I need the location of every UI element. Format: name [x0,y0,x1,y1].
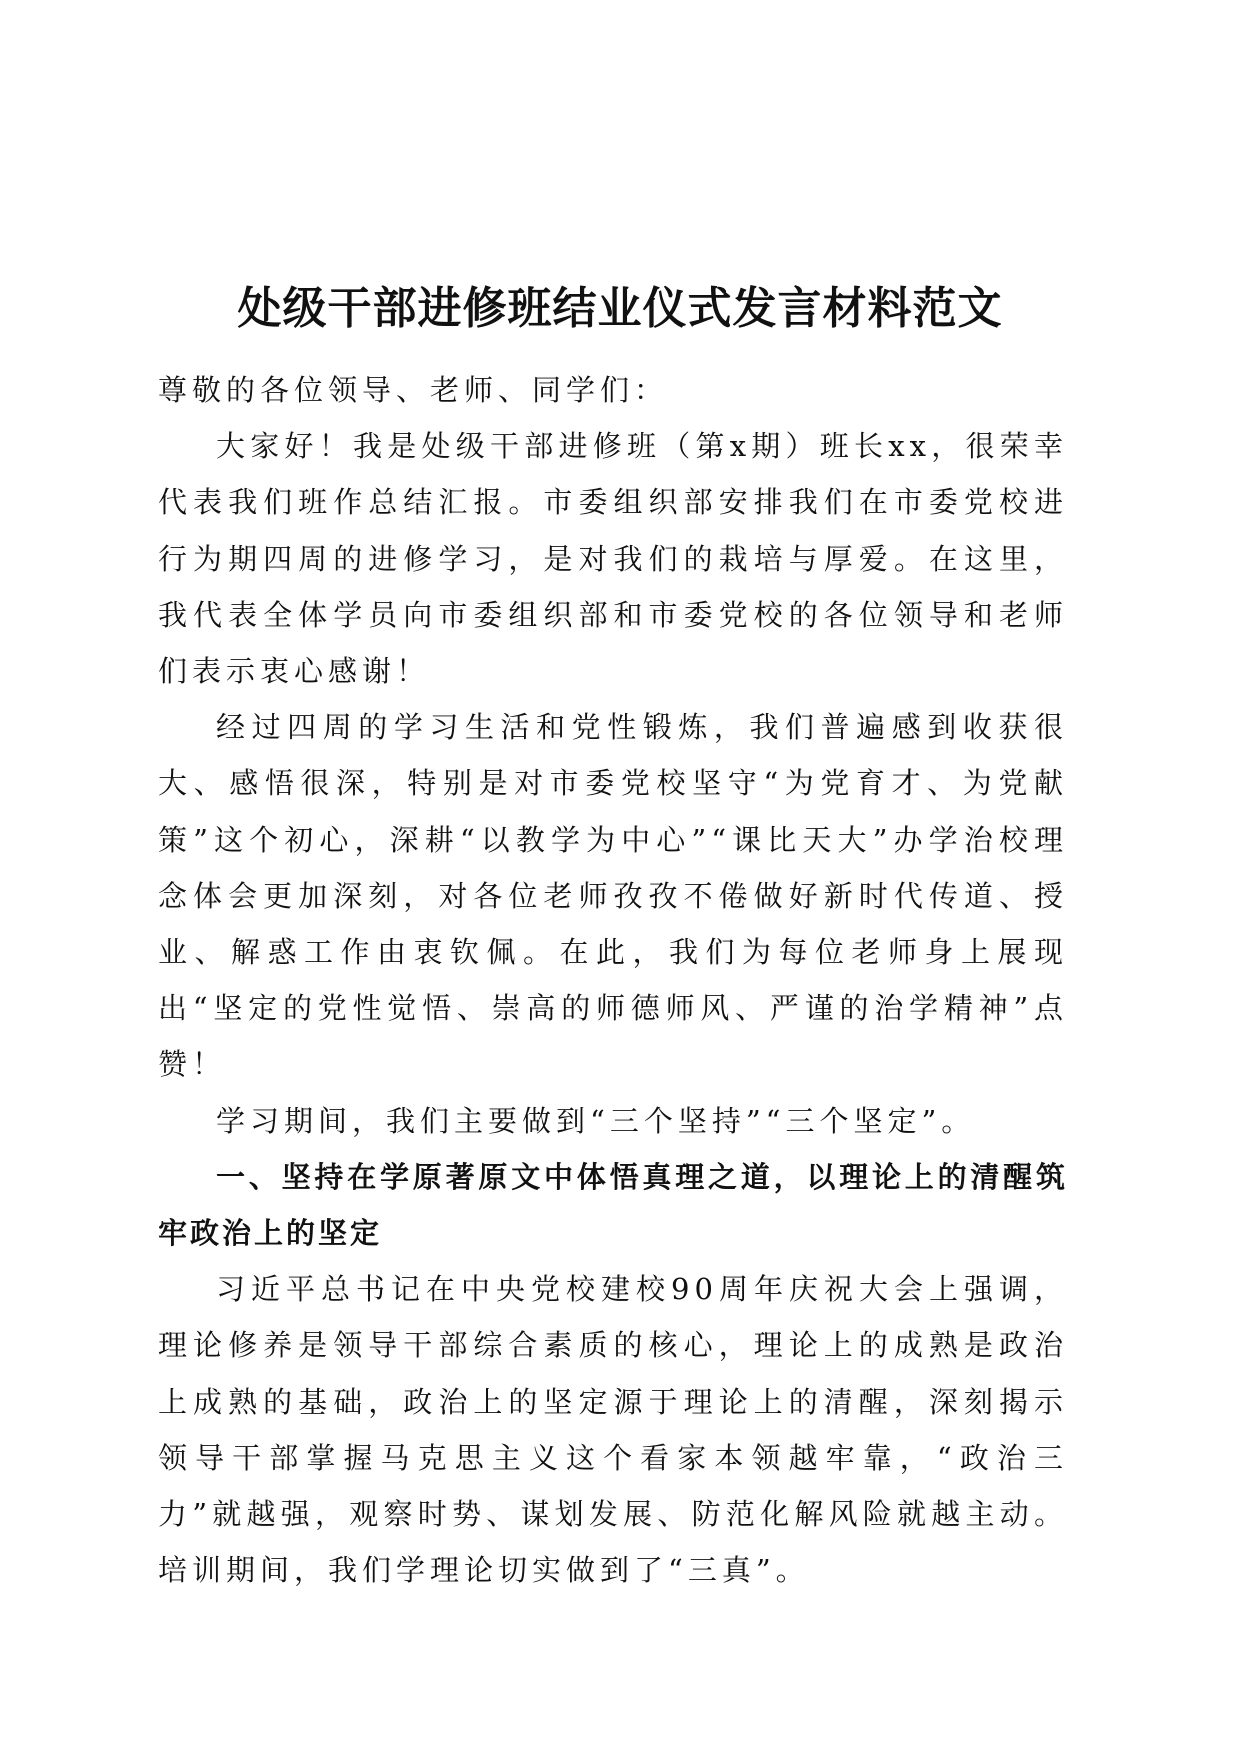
document-title: 处级干部进修班结业仪式发言材料范文 [237,283,1003,334]
section-heading: 一、坚持在学原著原文中体悟真理之道，以理论上的清醒筑牢政治上的坚定 [158,1159,1068,1251]
paragraph-section-one: 习近平总书记在中央党校建校90周年庆祝大会上强调，理论修养是领导干部综合素质的核心，理论上的成熟是政治上成熟的基础，政治上的坚定源于理论上的清醒，深刻揭示领导干部掌握马克思主义这个看家本领越牢靠，“政治三力”就越强，观察时势、谋划发展、防范化解风险就越主动。培训期间，我们学理论切实做到了“三真”。 [158,1272,1068,1588]
salutation: 尊敬的各位领导、老师、同学们： [158,373,669,407]
paragraph-reflection: 经过四周的学习生活和党性锻炼，我们普遍感到收获很大、感悟很深，特别是对市委党校坚守“为党育才、为党献策”这个初心，深耕“以教学为中心”“课比天大”办学治校理念体会更加深刻，对各位老师孜孜不倦做好新时代传道、授业、解惑工作由衷钦佩。在此，我们为每位老师身上展现出“坚定的党性觉悟、崇高的师德师风、严谨的治学精神”点赞！ [158,710,1068,1082]
paragraph-summary: 学习期间，我们主要做到“三个坚持”“三个坚定”。 [216,1103,976,1138]
paragraph-greeting: 大家好！我是处级干部进修班（第x期）班长xx，很荣幸代表我们班作总结汇报。市委组织部安排我们在市委党校进行为期四周的进修学习，是对我们的栽培与厚爱。在这里，我代表全体学员向市委组织部和市委党校的各位领导和老师们表示衷心感谢！ [158,429,1068,689]
document-body [158,362,1068,1598]
